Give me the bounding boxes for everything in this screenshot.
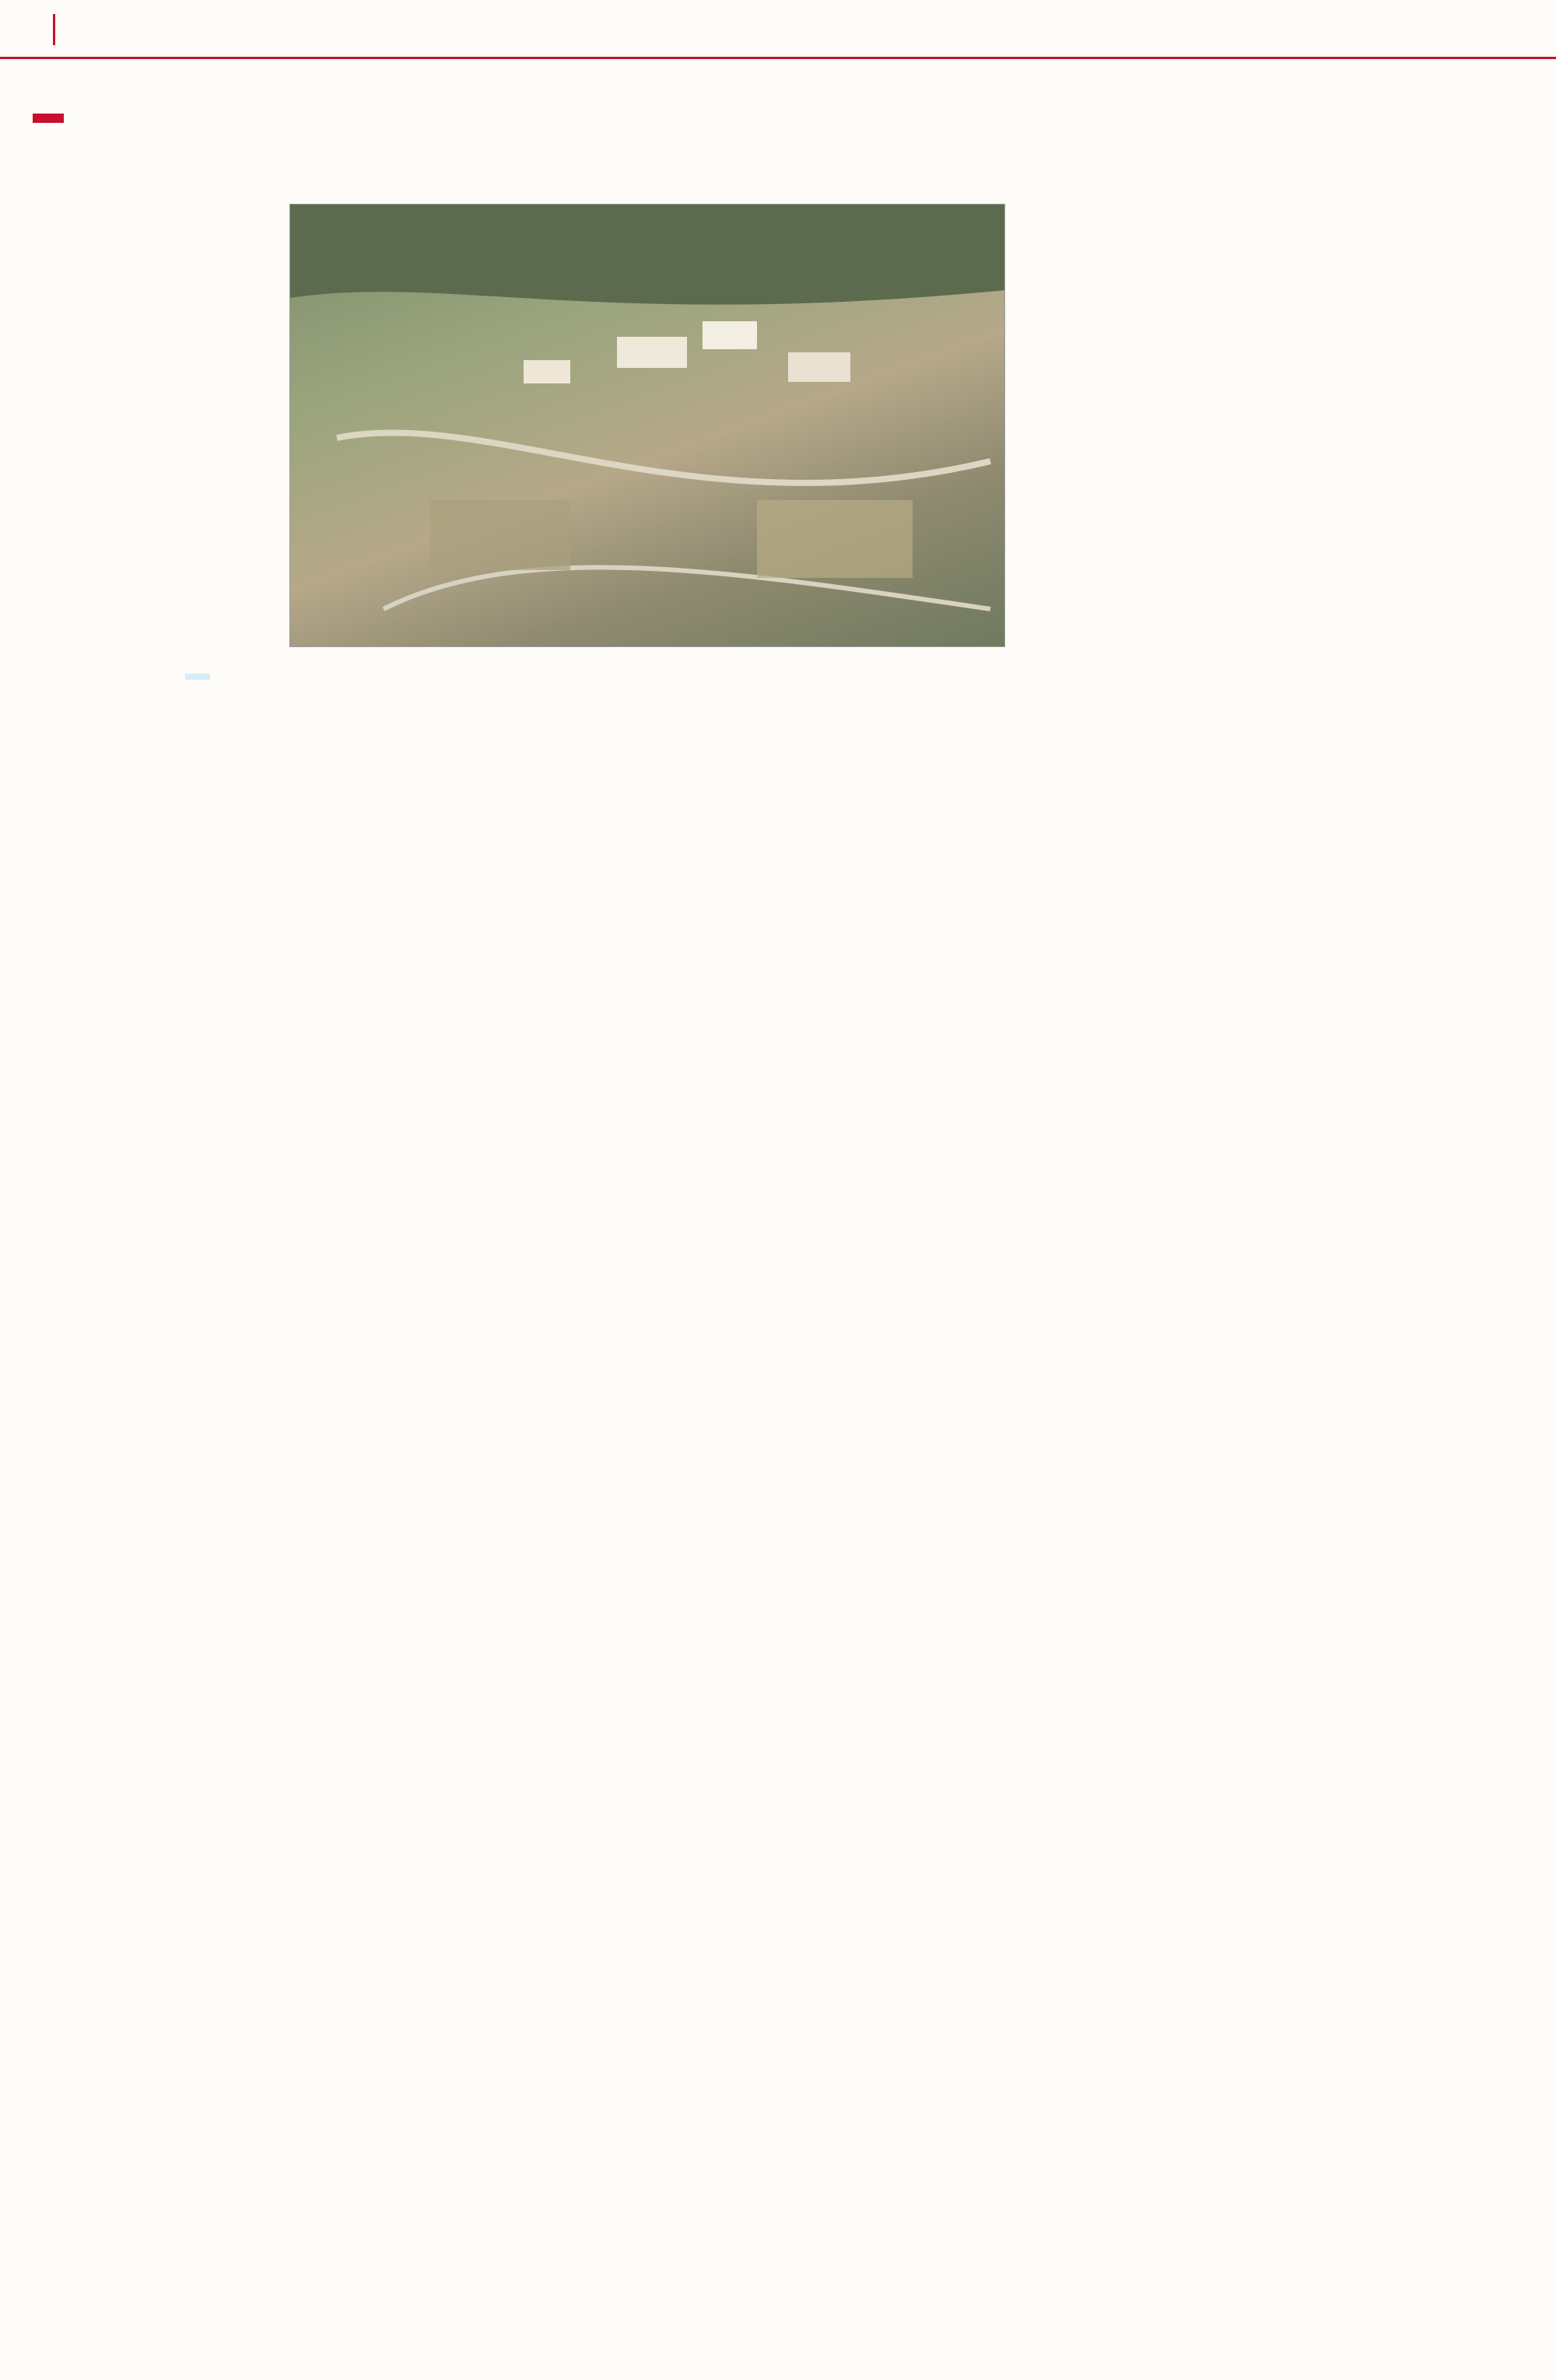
aerial-photo-illustration	[290, 205, 1005, 647]
section-divider	[53, 14, 55, 45]
article1-column-1	[45, 725, 347, 1083]
masthead	[0, 0, 1556, 59]
article1-intro	[45, 204, 279, 624]
subhead-land-transfer	[185, 674, 210, 680]
aerial-farm-photo	[289, 204, 1005, 647]
inspection-tag	[33, 114, 64, 123]
